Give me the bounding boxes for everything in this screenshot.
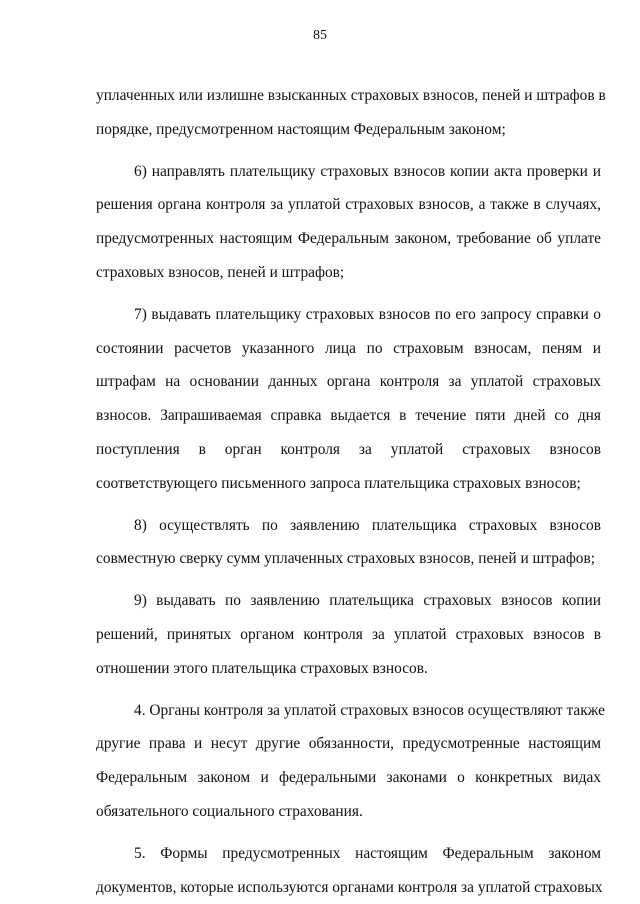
text-line: предусмотренных настоящим Федеральным законом, требование об уплате — [96, 230, 601, 248]
text-line: уплаченных или излишне взысканных страховых взносов, пеней и штрафов в — [96, 87, 606, 104]
text-line: 4. Органы контроля за уплатой страховых взносов осуществляют также — [134, 701, 605, 719]
text-line: Федеральным законом и федеральными законами о конкретных видах — [96, 769, 601, 787]
text-line: соответствующего письменного запроса плательщика страховых взносов; — [96, 474, 581, 492]
text-line: порядке, предусмотренном настоящим Федеральным законом; — [96, 120, 506, 138]
text-line: 6) направлять плательщику страховых взносов копии акта проверки и — [134, 162, 601, 180]
paragraph — [96, 694, 605, 829]
text-line: 5. Формы предусмотренных настоящим Федеральным законом — [134, 844, 601, 862]
paragraph — [96, 509, 601, 577]
paragraph — [96, 155, 601, 290]
text-line: 8) осуществлять по заявлению плательщика страховых взносов — [134, 516, 601, 534]
text-line: 9) выдавать по заявлению плательщика страховых взносов копии — [134, 592, 601, 610]
text-line: поступления в орган контроля за уплатой страховых взносов — [96, 440, 601, 458]
text-line: другие права и несут другие обязанности, предусмотренные настоящим — [96, 735, 601, 753]
text-line: отношении этого плательщика страховых взносов. — [96, 659, 428, 677]
text-line: решений, принятых органом контроля за уплатой страховых взносов в — [96, 625, 601, 643]
document-body — [96, 79, 606, 904]
paragraph — [96, 584, 601, 685]
text-line: обязательного социального страхования. — [96, 802, 363, 820]
text-line: решения органа контроля за уплатой страховых взносов, а также в случаях, — [96, 196, 601, 214]
text-line: совместную сверку сумм уплаченных страховых взносов, пеней и штрафов; — [96, 550, 596, 568]
paragraph — [96, 837, 601, 904]
paragraph — [96, 79, 606, 147]
page-number: 85 — [313, 28, 327, 43]
text-line: состоянии расчетов указанного лица по страховым взносам, пеням и — [96, 339, 601, 357]
text-line: взносов. Запрашиваемая справка выдается в течение пяти дней со дня — [96, 407, 601, 425]
text-line: штрафам на основании данных органа контроля за уплатой страховых — [96, 373, 601, 391]
text-line: документов, которые используются органами контроля за уплатой страховых — [96, 878, 603, 896]
text-line: 7) выдавать плательщику страховых взносов по его запросу справки о — [134, 305, 601, 323]
paragraph — [96, 298, 601, 501]
text-line: страховых взносов, пеней и штрафов; — [96, 263, 345, 281]
